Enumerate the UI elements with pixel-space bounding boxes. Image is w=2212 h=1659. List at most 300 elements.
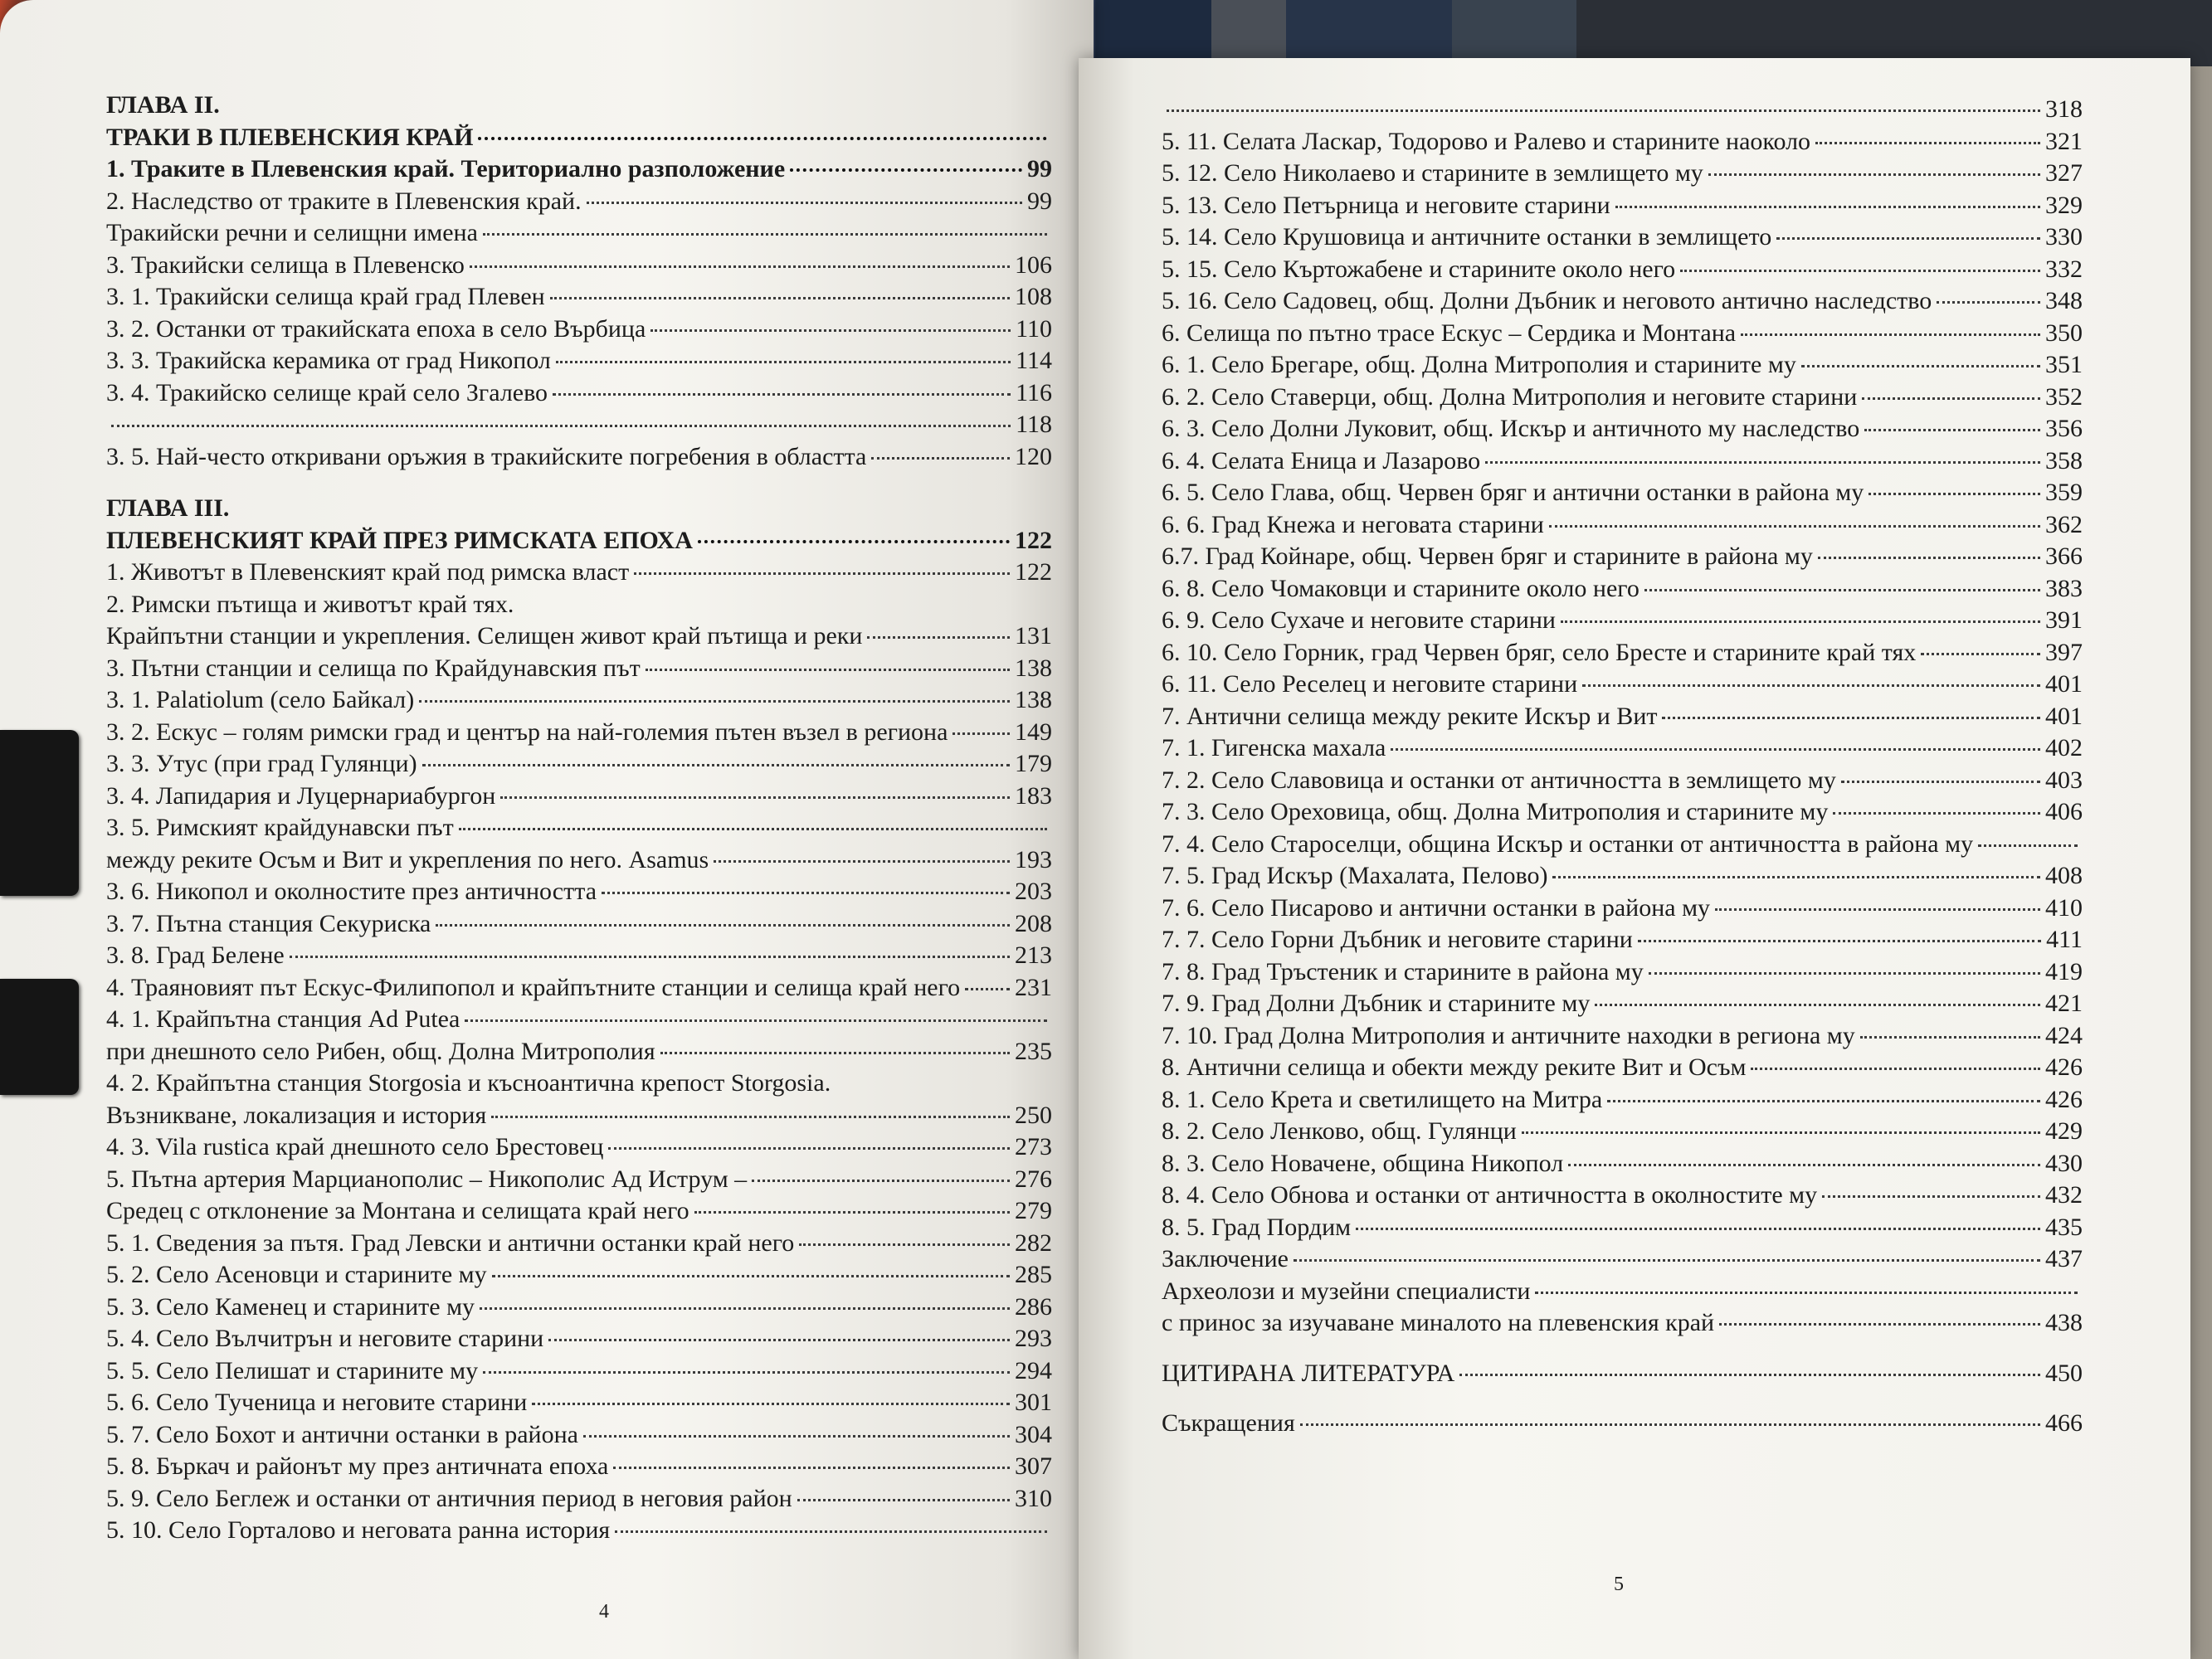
- toc-entry-title: ТРАКИ В ПЛЕВЕНСКИЯ КРАЙ: [106, 123, 474, 151]
- dot-leader: [799, 1243, 1010, 1246]
- toc-entry-page: 122: [1015, 526, 1052, 554]
- toc-entry: [1162, 956, 2083, 989]
- toc-entry: [106, 812, 1052, 844]
- toc-entry-title: 4. 3. Vila rustica край днешното село Брестовец: [106, 1133, 604, 1160]
- dot-leader: [1801, 365, 2040, 367]
- toc-entry-title: 3. 3. Утус (при град Гулянци): [106, 750, 417, 777]
- toc-entry: [1162, 637, 2083, 669]
- toc-entry-page: 282: [1015, 1228, 1052, 1257]
- toc-entry-page: 401: [2045, 670, 2083, 698]
- toc-entry-title: 3. 7. Пътна станция Секуриска: [106, 909, 431, 937]
- dot-leader: [1862, 397, 2040, 400]
- toc-entry-page: 106: [1015, 251, 1052, 279]
- toc-entry-title: 7. 1. Гигенска махала: [1162, 734, 1386, 761]
- toc-entry-page: 99: [1027, 155, 1052, 182]
- toc-entry: [1162, 829, 2083, 861]
- page-number-right: 5: [1614, 1574, 1624, 1595]
- toc-entry-title: Тракийски речни и селищни имена: [106, 219, 478, 246]
- toc-entry-title: 1. Животът в Плевенският край под римска власт: [106, 558, 630, 586]
- toc-entry: [106, 972, 1052, 1005]
- dot-leader: [867, 636, 1010, 639]
- dot-leader: [1833, 812, 2040, 815]
- toc-entry-title: 6. 3. Село Долни Луковит, общ. Искър и античното му наследство: [1162, 415, 1860, 442]
- toc-entry-page: 318: [2045, 95, 2083, 123]
- toc-entry-page: 203: [1015, 878, 1052, 905]
- dot-leader: [1719, 1323, 2040, 1326]
- dot-leader: [587, 202, 1022, 204]
- toc-entry-title: 6. 2. Село Ставерци, общ. Долна Митрополия и неговите старини: [1162, 382, 1858, 411]
- toc-entry: [1162, 1084, 2083, 1117]
- toc-entry-page: 437: [2045, 1245, 2083, 1272]
- toc-entry-page: 438: [2045, 1309, 2083, 1336]
- toc-entry-title: 8. Антични селища и обекти между реките Вит и Осъм: [1162, 1053, 1747, 1081]
- dot-leader: [694, 1211, 1010, 1214]
- dot-leader: [436, 924, 1010, 927]
- toc-entry: [1162, 605, 2083, 637]
- dot-leader: [1841, 781, 2040, 783]
- toc-entry-page: 116: [1016, 378, 1052, 406]
- toc-entry-title: 3. 5. Най-често откривани оръжия в тракийските погребения в областта: [106, 442, 867, 470]
- toc-entry-page: 301: [1015, 1389, 1052, 1416]
- dot-leader: [613, 1467, 1010, 1469]
- toc-entry-title: 5. 12. Село Николаево и старините в землището му: [1162, 159, 1703, 187]
- dot-leader: [752, 1180, 1010, 1182]
- toc-entry-page: 131: [1015, 622, 1052, 649]
- toc-entry: [1162, 318, 2083, 350]
- toc-entry: [106, 876, 1052, 908]
- toc-entry-title: 6. 11. Село Реселец и неговите старини: [1162, 670, 1578, 698]
- toc-entry-page: 138: [1015, 654, 1052, 682]
- toc-entry-title: между реките Осъм и Вит и укрепления по него. Asamus: [106, 845, 709, 873]
- toc-entry: [1162, 1148, 2083, 1180]
- chapter3-entries: [106, 525, 1052, 1547]
- toc-entry: [106, 377, 1052, 410]
- toc-entry-title: 3. 4. Тракийско селище край село Згалево: [106, 378, 548, 406]
- toc-entry-title: 8. 3. Село Новачене, община Никопол: [1162, 1149, 1564, 1177]
- toc-entry: [106, 1515, 1052, 1547]
- toc-entry: [1162, 1020, 2083, 1053]
- dot-leader: [1715, 908, 2040, 911]
- chapter2-label: ГЛАВА II.: [106, 91, 220, 119]
- toc-entry-page: 403: [2045, 766, 2083, 794]
- toc-entry-page: 351: [2045, 351, 2083, 378]
- toc-entry-page: 208: [1015, 909, 1052, 937]
- toc-entry-title: 5. 8. Бъркач и районът му през античната епоха: [106, 1452, 609, 1480]
- toc-entry-page: 179: [1015, 750, 1052, 777]
- right-entries: [1162, 94, 2083, 1340]
- toc-entry-page: 352: [2045, 382, 2083, 411]
- toc-entry-page: 213: [1015, 941, 1052, 969]
- toc-entry-page: 294: [1015, 1356, 1052, 1384]
- toc-entry-title: 7. 3. Село Ореховица, общ. Долна Митрополия и старините му: [1162, 798, 1829, 825]
- dot-leader: [1741, 333, 2040, 336]
- toc-entry: [106, 186, 1052, 218]
- toc-entry: [1162, 190, 2083, 222]
- toc-entry-page: 359: [2045, 479, 2083, 506]
- toc-entry: [106, 1195, 1052, 1228]
- toc-entry-title: 7. 7. Село Горни Дъбник и неговите старини: [1162, 926, 1633, 953]
- toc-entry-title: 5. 15. Село Къртожабене и старините около него: [1162, 255, 1676, 283]
- toc-entry-page: 235: [1015, 1037, 1052, 1065]
- dot-leader: [1561, 620, 2040, 623]
- toc-entry-page: 424: [2045, 1021, 2083, 1049]
- toc-entry-page: 435: [2045, 1213, 2083, 1241]
- dot-leader: [553, 393, 1011, 396]
- toc-entry-title: 5. 14. Село Крушовица и античните останки в землището: [1162, 223, 1772, 251]
- toc-entry-title: 5. 13. Село Петърница и неговите старини: [1162, 191, 1610, 219]
- dot-leader: [650, 329, 1011, 332]
- toc-entry-title: 7. 2. Село Славовица и останки от античността в землището му: [1162, 766, 1836, 794]
- toc-entry-page: 419: [2045, 957, 2083, 985]
- dot-leader: [1818, 557, 2040, 559]
- toc-entry-page: 231: [1015, 973, 1052, 1001]
- toc-entry: [106, 844, 1052, 877]
- toc-entry-title: 3. 1. Тракийски селища край град Плевен: [106, 283, 545, 310]
- toc-entry-page: 330: [2045, 223, 2083, 251]
- toc-entry-page: 99: [1027, 187, 1052, 215]
- toc-entry-page: 397: [2045, 638, 2083, 666]
- toc-entry-title: 7. 4. Село Староселци, община Искър и останки от античността в района му: [1162, 830, 1974, 858]
- dot-leader: [1356, 1228, 2040, 1230]
- toc-entry-title: 6. 9. Село Сухаче и неговите старини: [1162, 606, 1556, 634]
- toc-entry: [1162, 126, 2083, 158]
- toc-entry-title: 8. 4. Село Обнова и останки от античността в околностите му: [1162, 1181, 1818, 1209]
- toc-entry: [1162, 924, 2083, 956]
- binder-clip-upper: [0, 730, 79, 896]
- toc-entry: [106, 250, 1052, 282]
- toc-entry-page: 429: [2045, 1117, 2083, 1145]
- toc-entry: [106, 122, 1052, 154]
- toc-entry: [1162, 732, 2083, 765]
- toc-entry-title: 5. 11. Селата Ласкар, Тодорово и Ралево и старините наоколо: [1162, 127, 1811, 155]
- toc-entry-title: 1. Траките в Плевенския край. Териториално разположение: [106, 155, 786, 182]
- toc-entry-title: при днешното село Рибен, общ. Долна Митрополия: [106, 1037, 655, 1065]
- toc-entry-title: 8. 2. Село Ленково, общ. Гулянци: [1162, 1117, 1517, 1145]
- dot-leader: [608, 1147, 1010, 1150]
- toc-entry: [1162, 477, 2083, 509]
- toc-entry: [1162, 1052, 2083, 1084]
- dot-leader: [797, 1499, 1010, 1501]
- toc-entry-page: 332: [2045, 255, 2083, 283]
- toc-entry-title: 5. 4. Село Вълчитрън и неговите старини: [106, 1325, 544, 1352]
- toc-entry: [1162, 1276, 2083, 1308]
- toc-entry-title: 8. 5. Град Пордим: [1162, 1213, 1352, 1241]
- toc-entry-page: 293: [1015, 1325, 1052, 1352]
- toc-entry: [106, 1228, 1052, 1260]
- toc-entry-title: 6. 1. Село Брегаре, общ. Долна Митрополия и старините му: [1162, 351, 1796, 378]
- toc-entry: [1162, 669, 2083, 701]
- toc-entry: [106, 940, 1052, 972]
- toc-entry: [106, 441, 1052, 474]
- toc-entry: [106, 620, 1052, 653]
- toc-entry-title: 5. 2. Село Асеновци и старините му: [106, 1261, 487, 1288]
- toc-entry-page: 307: [1015, 1452, 1052, 1480]
- toc-entry: [1162, 701, 2083, 733]
- toc-entry: [106, 1355, 1052, 1388]
- dot-leader: [550, 297, 1010, 299]
- toc-entry-page: 304: [1015, 1420, 1052, 1448]
- binder-clip-lower: [0, 979, 79, 1095]
- toc-entry: [106, 1164, 1052, 1196]
- toc-entry: [106, 908, 1052, 941]
- toc-entry-page: 366: [2045, 542, 2083, 570]
- toc-entry: [106, 748, 1052, 781]
- toc-entry: [106, 1100, 1052, 1132]
- toc-entry-page: 426: [2045, 1085, 2083, 1113]
- toc-entry-title: 7. 10. Град Долна Митрополия и античните находки в региона му: [1162, 1021, 1855, 1049]
- dot-leader: [465, 1019, 1047, 1022]
- toc-entry: [1162, 796, 2083, 829]
- toc-entry-page: 350: [2045, 319, 2083, 347]
- toc-entry-page: 108: [1015, 283, 1052, 310]
- toc-entry-page: 327: [2045, 159, 2083, 187]
- dot-leader: [965, 988, 1010, 990]
- toc-entry-page: 356: [2045, 415, 2083, 442]
- toc-entry-title: Заключение: [1162, 1245, 1289, 1272]
- dot-leader: [459, 828, 1047, 830]
- dot-leader: [1638, 940, 2041, 942]
- dot-leader: [422, 764, 1010, 766]
- toc-entry-title: 6. 5. Село Глава, общ. Червен бряг и антични останки в района му: [1162, 479, 1864, 506]
- toc-entry-title: 5. 16. Село Садовец, общ. Долни Дъбник и неговото антично наследство: [1162, 287, 1932, 314]
- toc-entry-page: 250: [1015, 1101, 1052, 1129]
- toc-entry: [1162, 221, 2083, 254]
- toc-entry: [106, 653, 1052, 685]
- dot-leader: [483, 1371, 1010, 1374]
- toc-entry: [1162, 573, 2083, 606]
- toc-entry-title: 5. 9. Село Беглеж и останки от античния период в неговия район: [106, 1484, 792, 1512]
- dot-leader: [714, 860, 1010, 863]
- dot-leader: [1485, 461, 2040, 464]
- toc-entry: [1162, 1307, 2083, 1340]
- toc-entry-title: ПЛЕВЕНСКИЯТ КРАЙ ПРЕЗ РИМСКАТА ЕПОХА: [106, 526, 693, 554]
- toc-entry-page: 285: [1015, 1261, 1052, 1288]
- toc-entry-title: 5. 5. Село Пелишат и старините му: [106, 1356, 479, 1384]
- toc-entry-title: Крайпътни станции и укрепления. Селищен живот край пътища и реки: [106, 622, 863, 649]
- dot-leader: [500, 796, 1010, 799]
- toc-entry-page: 362: [2045, 510, 2083, 538]
- toc-entry-page: 193: [1015, 845, 1052, 873]
- dot-leader: [660, 1052, 1010, 1054]
- toc-entry-title: 7. 6. Село Писарово и антични останки в района му: [1162, 893, 1711, 922]
- toc-entry-title: 6. 6. Град Кнежа и неговата старини: [1162, 510, 1544, 538]
- dot-leader: [556, 361, 1011, 363]
- toc-entry-page: 276: [1015, 1165, 1052, 1193]
- dot-leader: [602, 892, 1010, 894]
- toc-entry: [106, 1387, 1052, 1419]
- toc-entry-page: 321: [2045, 127, 2083, 155]
- toc-entry-title: 6. Селища по пътно трасе Ескус – Сердика и Монтана: [1162, 319, 1737, 347]
- toc-entry-title: 2. Наследство от траките в Плевенския край.: [106, 187, 582, 215]
- toc-entry: [1162, 893, 2083, 925]
- toc-entry: [106, 153, 1052, 186]
- toc-entry-title: 5. 7. Село Бохот и антични останки в района: [106, 1420, 578, 1448]
- toc-entry: [1162, 382, 2083, 414]
- toc-entry-title: 7. 9. Град Долни Дъбник и старините му: [1162, 990, 1591, 1017]
- dot-leader: [634, 572, 1010, 575]
- toc-entry-title: 3. 3. Тракийска керамика от град Никопол: [106, 347, 551, 374]
- toc-entry-title: 4. 2. Крайпътна станция Storgosia и късноантична крепост Storgosia.: [106, 1069, 831, 1097]
- toc-entry-title: 6.7. Град Койнаре, общ. Червен бряг и старините в района му: [1162, 542, 1813, 570]
- dot-leader: [111, 425, 1011, 427]
- dot-leader: [548, 1339, 1010, 1341]
- toc-entry: [1162, 1116, 2083, 1148]
- dot-leader: [1167, 109, 2040, 112]
- toc-entry-page: 411: [2046, 926, 2083, 953]
- toc-entry-page: 120: [1015, 442, 1052, 470]
- toc-entry: [1162, 988, 2083, 1020]
- toc-entry: [106, 281, 1052, 314]
- book-spines: [954, 0, 2212, 66]
- dot-leader: [1822, 1195, 2040, 1198]
- toc-entry: [1162, 349, 2083, 382]
- toc-entry: [106, 1419, 1052, 1452]
- toc-entry: [1162, 541, 2083, 573]
- dot-leader: [1294, 1259, 2040, 1262]
- toc-entry: [1162, 445, 2083, 478]
- dot-leader: [1708, 173, 2040, 176]
- toc-entry: [106, 409, 1052, 441]
- toc-entry: [106, 1068, 1052, 1100]
- toc-entry: [106, 1483, 1052, 1515]
- dot-leader: [1644, 589, 2040, 591]
- toc-entry-title: 8. 1. Село Крета и светилището на Митра: [1162, 1085, 1603, 1113]
- toc-entry: [1162, 285, 2083, 318]
- toc-entry: [106, 1131, 1052, 1164]
- toc-entry-title: 5. 3. Село Каменец и старините му: [106, 1292, 475, 1321]
- dot-leader: [790, 168, 1022, 172]
- toc-entry: [106, 345, 1052, 377]
- dot-leader: [1391, 748, 2040, 751]
- toc-entry-page: 383: [2045, 574, 2083, 602]
- dot-leader: [1860, 1036, 2040, 1039]
- right-toc: [1162, 94, 2083, 1440]
- dot-leader: [615, 1530, 1047, 1533]
- toc-entry-title: 3. Пътни станции и селища по Крайдунавския път: [106, 654, 641, 682]
- toc-entry-title: 3. 8. Град Белене: [106, 941, 285, 969]
- toc-entry-title: 6. 4. Селата Еница и Лазарово: [1162, 446, 1481, 474]
- toc-entry: [106, 217, 1052, 250]
- toc-entry-page: 391: [2045, 606, 2083, 634]
- dot-leader: [1615, 206, 2040, 208]
- toc-entry: [106, 781, 1052, 813]
- left-toc: [106, 90, 1052, 1547]
- dot-leader: [1869, 493, 2040, 495]
- toc-entry: [1162, 509, 2083, 542]
- toc-entry: [1162, 1212, 2083, 1244]
- dot-leader: [1864, 429, 2040, 431]
- toc-entry-page: 310: [1015, 1484, 1052, 1512]
- toc-entry: [1162, 413, 2083, 445]
- dot-leader: [470, 265, 1010, 268]
- toc-entry-page: 421: [2045, 990, 2083, 1017]
- dot-leader: [478, 137, 1047, 140]
- toc-entry-title: Средец с отклонение за Монтана и селищата край него: [106, 1197, 689, 1224]
- dot-leader: [1595, 1004, 2040, 1006]
- toc-entry-page: 408: [2045, 862, 2083, 889]
- toc-entry: [106, 1451, 1052, 1483]
- dot-leader: [1815, 142, 2040, 144]
- toc-entry-page: 118: [1016, 411, 1052, 438]
- dot-leader: [1776, 237, 2040, 240]
- dot-leader: [1535, 1292, 2078, 1294]
- dot-leader: [1921, 653, 2040, 655]
- toc-entry-title: Археолози и музейни специалисти: [1162, 1277, 1531, 1305]
- toc-entry: [1162, 860, 2083, 893]
- toc-entry-title: 4. Траяновият път Ескус-Филипопол и крайпътните станции и селища край него: [106, 973, 961, 1001]
- dot-leader: [1937, 301, 2040, 304]
- dot-leader: [491, 1116, 1010, 1118]
- dot-leader: [1552, 876, 2040, 878]
- toc-entry-page: 401: [2045, 702, 2083, 730]
- toc-entry-page: 406: [2045, 798, 2083, 825]
- toc-entry: [106, 525, 1052, 557]
- toc-entry: [1162, 94, 2083, 126]
- dot-leader: [1751, 1068, 2040, 1070]
- toc-entry-title: 3. 2. Ескус – голям римски град и център на най-големия пътен възел в региона: [106, 718, 948, 746]
- toc-entry-page: 426: [2045, 1053, 2083, 1081]
- dot-leader: [1568, 1164, 2040, 1166]
- toc-entry-title: 3. 2. Останки от тракийската епоха в село Върбица: [106, 314, 646, 343]
- toc-entry-page: 273: [1015, 1133, 1052, 1160]
- toc-entry-page: 348: [2045, 287, 2083, 314]
- toc-entry-title: 2. Римски пътища и животът край тях.: [106, 590, 514, 618]
- dot-leader: [419, 700, 1010, 703]
- toc-entry-page: 183: [1015, 781, 1052, 810]
- toc-entry: [106, 1036, 1052, 1068]
- dot-leader: [953, 732, 1010, 735]
- toc-entry-page: 110: [1016, 314, 1052, 343]
- toc-entry-title: 3. Тракийски селища в Плевенско: [106, 251, 465, 279]
- toc-entry: [106, 717, 1052, 749]
- toc-entry-title: 5. 6. Село Тученица и неговите старини: [106, 1389, 528, 1416]
- toc-entry: [106, 1323, 1052, 1355]
- toc-literature: ЦИТИРАНА ЛИТЕРАТУРА 450: [1162, 1359, 2083, 1387]
- toc-entry: [106, 1259, 1052, 1292]
- dot-leader: [290, 956, 1010, 958]
- toc-entry-page: 432: [2045, 1181, 2083, 1209]
- toc-entry-page: 358: [2045, 446, 2083, 474]
- toc-entry: [1162, 765, 2083, 797]
- toc-entry-title: с принос за изучаване миналото на плевенския край: [1162, 1309, 1715, 1336]
- dot-leader: [1549, 525, 2040, 528]
- toc-entry-page: 410: [2045, 893, 2083, 922]
- toc-entry: [106, 1292, 1052, 1324]
- chapter2-entries: [106, 122, 1052, 474]
- toc-entry-title: 7. 8. Град Тръстеник и старините в района му: [1162, 957, 1644, 985]
- toc-entry-page: 402: [2045, 734, 2083, 761]
- toc-entry-page: 286: [1015, 1292, 1052, 1321]
- toc-entry-title: 4. 1. Крайпътна станция Ad Putea: [106, 1005, 460, 1033]
- toc-entry-page: 279: [1015, 1197, 1052, 1224]
- toc-entry-title: 3. 4. Лапидария и Луцернариабургон: [106, 781, 496, 810]
- toc-entry: [106, 684, 1052, 717]
- toc-entry-title: 5. 1. Сведения за пътя. Град Левски и антични останки край него: [106, 1228, 795, 1257]
- dot-leader: [1662, 717, 2040, 719]
- toc-entry: [106, 589, 1052, 621]
- toc-entry-title: 3. 1. Palatiolum (село Байкал): [106, 686, 415, 713]
- dot-leader: [1978, 844, 2078, 847]
- dot-leader: [1582, 684, 2040, 687]
- toc-entry-title: 7. Антични селища между реките Искър и Вит: [1162, 702, 1658, 730]
- dot-leader: [1522, 1131, 2040, 1134]
- dot-leader: [1649, 972, 2040, 975]
- toc-entry-page: 114: [1016, 347, 1052, 374]
- toc-entry-page: 122: [1015, 558, 1052, 586]
- toc-entry-title: 5. Пътна артерия Марцианополис – Никополис Ад Иструм –: [106, 1165, 748, 1193]
- toc-entry-title: 6. 8. Село Чомаковци и старините около него: [1162, 574, 1640, 602]
- page-number-left: 4: [599, 1601, 609, 1623]
